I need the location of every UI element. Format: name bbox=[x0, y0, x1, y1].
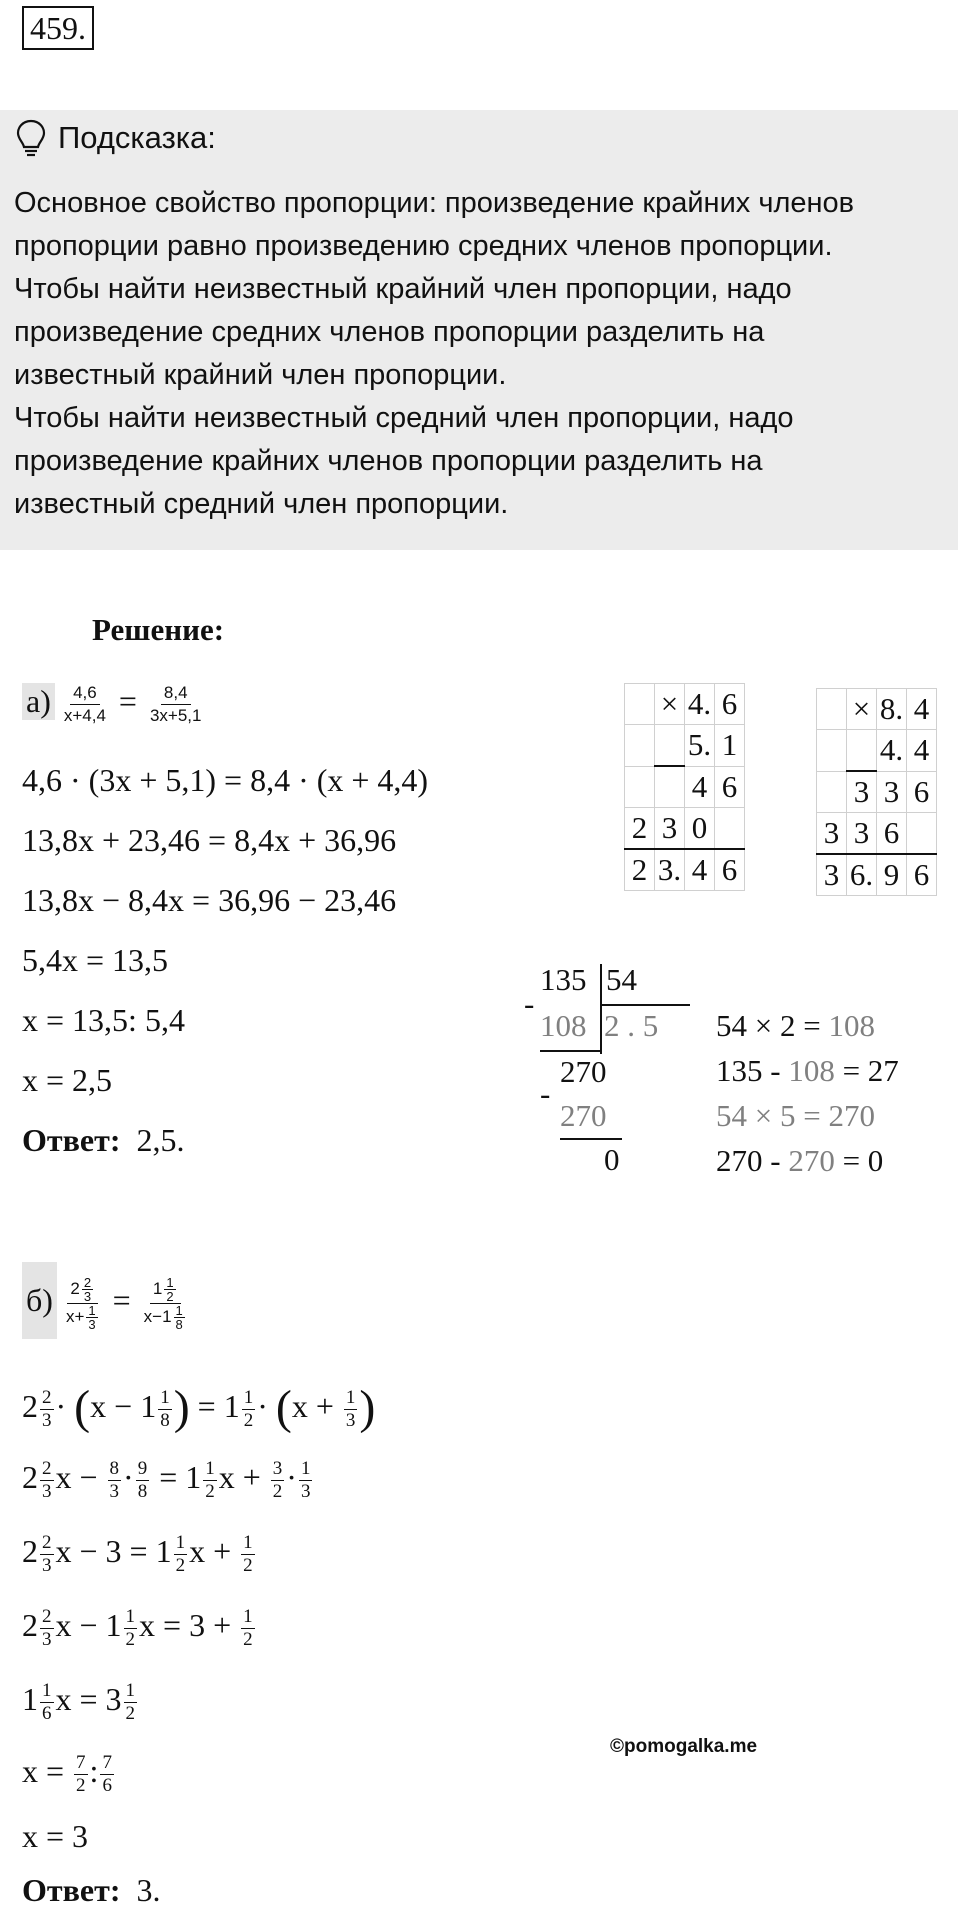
remainder: 270 bbox=[560, 1054, 607, 1089]
equation-step: 13,8x − 8,4x = 36,96 − 23,46 bbox=[22, 882, 397, 918]
part-b-proportion: б) 2 $\frac{2}{3}$ x+ $\frac{1}{3}$ = 1 $\frac{1}{2}$ x−1 $\frac{1}{8}$ bbox=[22, 1262, 192, 1339]
column-multiplication-1: × 4. 6 5. 1 4 6 2 3 0 2 3. 4 6 bbox=[624, 683, 745, 891]
equation-step: 5,4x = 13,5 bbox=[22, 942, 169, 978]
hint-line: пропорции равно произведению средних членов пропорции. bbox=[14, 230, 833, 262]
equation-step: 2 $\frac{2}{3}$ x − 3 = 1 $\frac{1}{2}$ x + $\frac{1}{2}$ bbox=[22, 1532, 253, 1576]
part-b-label: б) bbox=[22, 1262, 57, 1339]
lightbulb-icon bbox=[14, 118, 48, 158]
hint-text bbox=[14, 182, 949, 526]
part-a-label: а) bbox=[22, 683, 55, 720]
answer-value: 3. bbox=[136, 1872, 161, 1908]
equation-step: 13,8x + 23,46 = 8,4x + 36,96 bbox=[22, 822, 397, 858]
division-note: 135 - 108 = 27 bbox=[716, 1053, 899, 1088]
equation-step: x = $\frac{7}{2}$ : $\frac{7}{6}$ bbox=[22, 1752, 112, 1796]
dividend: 135 bbox=[540, 962, 587, 997]
equation-step: 4,6 · (3x + 5,1) = 8,4 · (x + 4,4) bbox=[22, 762, 429, 798]
answer-a bbox=[22, 1122, 184, 1159]
division-line bbox=[560, 1138, 622, 1140]
column-multiplication-2: × 8. 4 4. 4 3 3 6 3 3 6 3 6. 9 6 bbox=[816, 688, 937, 896]
hint-line: Чтобы найти неизвестный средний член пропорции, надо bbox=[14, 402, 794, 434]
equation-step: 2 $\frac{2}{3}$ x − $\frac{8}{3}$ · $\frac{9}{8}$ = 1 $\frac{1}{2}$ x + $\frac{3}{2}$ · $\frac{1}{3}$ bbox=[22, 1458, 311, 1502]
minus-sign: - bbox=[540, 1076, 551, 1111]
hint-line: известный средний член пропорции. bbox=[14, 488, 509, 520]
hint-header bbox=[14, 116, 216, 160]
watermark: ©pomogalka.me bbox=[610, 1736, 758, 1757]
fraction: 2 $\frac{2}{3}$ x+ $\frac{1}{3}$ bbox=[63, 1276, 103, 1331]
divisor: 54 bbox=[606, 962, 637, 997]
division-note: 54 × 5 = 270 bbox=[716, 1098, 875, 1133]
fraction: 1 $\frac{1}{2}$ x−1 $\frac{1}{8}$ bbox=[143, 1275, 183, 1333]
hint-line: Основное свойство пропорции: произведение крайних членов bbox=[14, 187, 855, 219]
answer-b bbox=[22, 1872, 160, 1909]
answer-value: 2,5. bbox=[136, 1122, 185, 1158]
answer-label: Ответ: bbox=[22, 1872, 121, 1908]
equation-step: x = 13,5: 5,4 bbox=[22, 1002, 185, 1038]
division-bar bbox=[600, 1004, 690, 1006]
equation-step: x = 2,5 bbox=[22, 1062, 113, 1098]
hint-line: произведение крайних членов пропорции разделить на bbox=[14, 445, 763, 477]
equation-step: x = 3 bbox=[22, 1818, 89, 1854]
hint-line: Чтобы найти неизвестный крайний член пропорции, надо bbox=[14, 273, 792, 305]
remainder: 0 bbox=[604, 1142, 620, 1177]
equation-step: 1 $\frac{1}{6}$ x = 3 $\frac{1}{2}$ bbox=[22, 1680, 136, 1724]
division-bar bbox=[600, 964, 602, 1054]
minus-sign: - bbox=[524, 986, 535, 1021]
answer-label: Ответ: bbox=[22, 1122, 121, 1158]
equation-step: 2 $\frac{2}{3}$ x − 1 $\frac{1}{2}$ x = 3 + $\frac{1}{2}$ bbox=[22, 1606, 253, 1650]
quotient: 2 . 5 bbox=[604, 1008, 659, 1043]
fraction: $\frac{4,6}{x+4,4}$ bbox=[63, 683, 106, 725]
equation-step: 2 $\frac{2}{3}$ · (x − 1 $\frac{1}{8}$ ) = 1 $\frac{1}{2}$ · (x + $\frac{1}{3}$ ) bbox=[22, 1381, 376, 1434]
task-number: 459. bbox=[22, 6, 94, 50]
hint-line: известный крайний член пропорции. bbox=[14, 359, 507, 391]
division-note: 270 - 270 = 0 bbox=[716, 1143, 884, 1178]
hint-title: Подсказка: bbox=[58, 120, 216, 155]
division-note: 54 × 2 = 108 bbox=[716, 1008, 875, 1043]
subtrahend: 270 bbox=[560, 1098, 607, 1133]
long-division bbox=[520, 958, 690, 1178]
fraction: $\frac{8,4}{3x+5,1}$ bbox=[149, 683, 202, 725]
division-line bbox=[540, 1050, 600, 1052]
subtrahend: 108 bbox=[540, 1008, 587, 1043]
hint-line: произведение средних членов пропорции разделить на bbox=[14, 316, 765, 348]
part-a-proportion: а) $\frac{4,6}{x+4,4}$ = $\frac{8,4}{3x+5,1}$ bbox=[22, 682, 206, 727]
solution-title: Решение: bbox=[92, 612, 225, 647]
